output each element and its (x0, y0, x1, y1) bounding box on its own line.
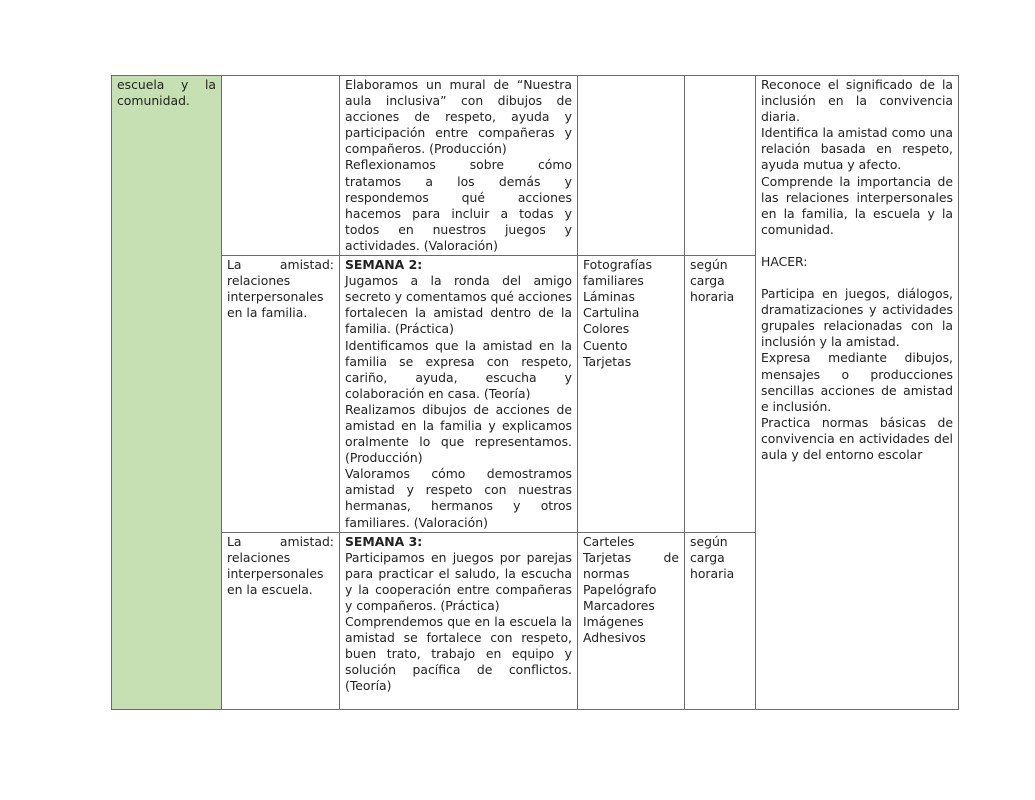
time-text: según carga horaria (690, 533, 735, 581)
resources-cell-empty (578, 76, 685, 256)
resource-item: Adhesivos (583, 630, 646, 646)
activities-cell (340, 76, 578, 256)
criteria-item: Comprende la importancia de las relaciones interpersonales en la familia, la escuela y la comunidad. (761, 173, 953, 237)
topic-cell (222, 532, 340, 709)
resource-item: Fotografías familiares (583, 257, 653, 289)
criteria-item: Expresa mediante dibujos, mensajes o producciones sencillas acciones de amistad e inclusión. (761, 350, 953, 414)
week-heading: SEMANA 3: (345, 533, 423, 549)
criteria-item: Participa en juegos, diálogos, dramatizaciones y actividades grupales relacionadas con la inclusión y la amistad. (761, 286, 953, 350)
resource-item: Tarjetas (583, 353, 632, 369)
area-column-cell (112, 76, 222, 710)
spacer (761, 238, 953, 254)
resource-item: Papelógrafo (583, 581, 657, 597)
activity-item: Valoramos cómo demostramos amistad y respeto con nuestras hermanas, hermanos y otros familiares. (Valoración) (345, 466, 572, 530)
criteria-item: Practica normas básicas de convivencia en actividades del aula y del entorno escolar (761, 414, 953, 462)
resources-cell (578, 532, 685, 709)
time-cell-empty (685, 76, 756, 256)
activity-item: Jugamos a la ronda del amigo secreto y comentamos qué acciones fortalecen la amistad dentro de la familia. (Práctica) (345, 273, 572, 337)
resource-item: Carteles (583, 533, 635, 549)
resources-cell (578, 256, 685, 533)
criteria-item: Identifica la amistad como una relación basada en respeto, ayuda mutua y afecto. (761, 125, 953, 173)
activities-cell (340, 532, 578, 709)
planning-table (111, 75, 959, 710)
resource-item: Imágenes (583, 614, 644, 630)
resource-item: Colores (583, 321, 630, 337)
activity-item: Comprendemos que en la escuela la amistad se fortalece con respeto, buen trato, trabajo en equipo y solución pacífica de conflictos. (Teoría) (345, 614, 572, 694)
resource-item: Cuento (583, 337, 628, 353)
topic-text: La amistad: relaciones interpersonales en la escuela. (227, 533, 334, 597)
resource-item: Láminas (583, 289, 635, 305)
area-text: escuela y la comunidad. (117, 77, 216, 109)
activity-item: Realizamos dibujos de acciones de amistad en la familia y explicamos oralmente lo que representamos. (Producción) (345, 401, 572, 466)
time-cell (685, 532, 756, 709)
table-row (112, 76, 959, 256)
topic-cell (222, 256, 340, 533)
week-heading: SEMANA 2: (345, 257, 423, 273)
criteria-item: Reconoce el significado de la inclusión en la convivencia diaria. (761, 77, 953, 125)
time-text: según carga horaria (690, 257, 735, 305)
criteria-cell (756, 76, 959, 710)
time-cell (685, 256, 756, 533)
spacer (761, 270, 953, 286)
topic-text: La amistad: relaciones interpersonales en la familia. (227, 257, 334, 321)
hacer-heading: HACER: (761, 253, 808, 269)
activity-item: Reflexionamos sobre cómo tratamos a los demás y respondemos qué acciones hacemos para incluir a todas y todos en nuestros juegos y actividades. (Valoración) (345, 157, 572, 253)
activity-item: Participamos en juegos por parejas para practicar el saludo, la escucha y la cooperación entre compañeras y compañeros. (Práctica) (345, 549, 572, 613)
resource-item: Tarjetas de normas (583, 549, 679, 581)
activity-item: Elaboramos un mural de “Nuestra aula inclusiva” con dibujos de acciones de respeto, ayuda y participación entre compañeras y compañeros. (Producción) (345, 77, 572, 157)
resource-item: Marcadores (583, 598, 655, 613)
topic-cell-empty (222, 76, 340, 256)
resource-item: Cartulina (583, 305, 640, 321)
activity-item: Identificamos que la amistad en la familia se expresa con respeto, cariño, ayuda, escucha y colaboración en casa. (Teoría) (345, 337, 572, 401)
activities-cell (340, 256, 578, 533)
